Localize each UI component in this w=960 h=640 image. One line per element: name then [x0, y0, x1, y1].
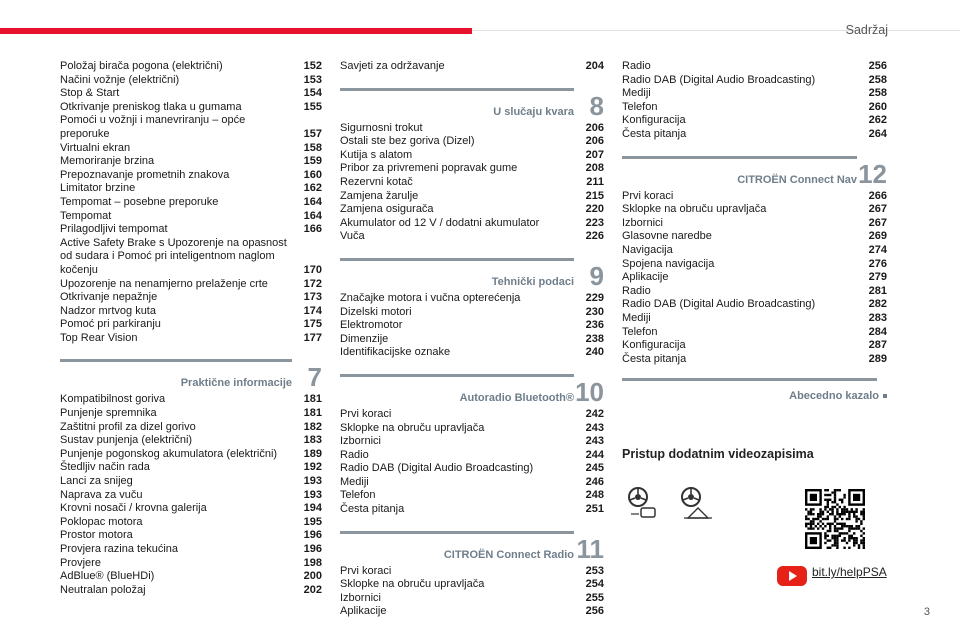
entry-title: Pribor za privremeni popravak gume [340, 162, 518, 175]
entries-list [340, 122, 604, 244]
toc-entry[interactable] [60, 543, 322, 557]
entry-title: Radio DAB (Digital Audio Broadcasting) [622, 298, 816, 311]
toc-entry[interactable] [60, 475, 322, 489]
toc-entry[interactable] [622, 353, 887, 367]
toc-entry[interactable] [60, 210, 322, 224]
entry-page: 162 [303, 182, 322, 195]
entries-list [340, 292, 604, 360]
toc-entry[interactable] [60, 87, 322, 101]
toc-entry[interactable] [622, 114, 887, 128]
entry-title: AdBlue® (BlueHDi) [60, 570, 155, 583]
entry-page: 274 [868, 243, 887, 256]
entry-title: Izbornici [340, 591, 381, 604]
square-bullet-icon [883, 394, 887, 398]
entry-title: Konfiguracija [622, 339, 686, 352]
toc-entry[interactable] [340, 408, 604, 422]
entry-title: Naprava za vuču [60, 488, 143, 501]
entry-title: Provjera razina tekućina [60, 543, 179, 555]
toc-entry[interactable] [60, 489, 322, 503]
entry-page: 159 [303, 155, 322, 168]
section-header-8 [340, 84, 604, 120]
toc-entry[interactable] [340, 176, 604, 190]
toc-entry[interactable] [340, 578, 604, 592]
entries-list [622, 60, 887, 142]
entry-title: Izbornici [622, 216, 663, 229]
entry-page: 182 [303, 420, 322, 433]
entry-page: 267 [868, 216, 887, 229]
section-title: Praktične informacije [180, 377, 292, 390]
toc-entry[interactable] [60, 237, 322, 278]
entry-title: Pomoći u vožnji i manevriranju – opće preporuke [60, 114, 246, 140]
entry-page: 172 [303, 277, 322, 290]
toc-entry[interactable] [60, 461, 322, 475]
section-number: 10 [575, 376, 604, 407]
entry-page: 196 [303, 529, 322, 542]
entry-title: Identifikacijske oznake [340, 346, 451, 359]
section-rule [340, 258, 574, 261]
entry-page: 244 [585, 448, 604, 461]
entry-title: Tempomat – posebne preporuke [60, 195, 219, 208]
toc-entry[interactable] [60, 584, 322, 598]
entry-page: 153 [303, 73, 322, 86]
toc-entry[interactable] [60, 155, 322, 169]
entries-list [60, 393, 322, 597]
toc-entry[interactable] [622, 60, 887, 74]
entry-page: 166 [303, 223, 322, 236]
steering-wheel-road-icon [680, 486, 714, 522]
toc-entry[interactable] [60, 557, 322, 571]
section-header-12 [622, 152, 887, 188]
section-number: 8 [589, 90, 604, 121]
entry-page: 206 [585, 121, 604, 134]
entry-page: 281 [868, 284, 887, 297]
qr-code-icon[interactable] [805, 489, 865, 549]
entry-title: Položaj birača pogona (električni) [60, 60, 223, 72]
entry-title: Aplikacije [340, 605, 387, 618]
section-title: CITROËN Connect Radio [443, 548, 574, 561]
page-title: Sadržaj [845, 23, 888, 37]
steering-wheel-phone-icon [627, 486, 659, 522]
header-accent-bar [0, 28, 472, 34]
entries-list [60, 60, 322, 345]
entry-page: 158 [303, 141, 322, 154]
entry-page: 236 [585, 319, 604, 332]
toc-entry[interactable] [622, 339, 887, 353]
entry-title: Radio [622, 60, 651, 72]
entry-title: Top Rear Vision [60, 331, 138, 344]
entry-title: Radio [340, 448, 369, 461]
entry-title: Ostali ste bez goriva (Dizel) [340, 135, 475, 148]
entry-page: 243 [585, 435, 604, 448]
entry-page: 157 [303, 127, 322, 140]
entry-title: Zamjena osigurača [340, 203, 434, 216]
entry-page: 245 [585, 462, 604, 475]
toc-entry[interactable] [340, 333, 604, 347]
toc-entry[interactable] [340, 292, 604, 306]
toc-column-3 [622, 60, 887, 418]
entry-page: 276 [868, 257, 887, 270]
entry-title: Sklopke na obruču upravljača [622, 203, 767, 216]
page-number: 3 [923, 606, 930, 618]
help-link[interactable]: bit.ly/helpPSA [812, 565, 887, 579]
entry-page: 253 [585, 564, 604, 577]
toc-entry[interactable] [60, 60, 322, 74]
entry-page: 183 [303, 434, 322, 447]
entry-page: 200 [303, 570, 322, 583]
entry-page: 242 [585, 407, 604, 420]
entry-title: Vuča [340, 230, 365, 243]
toc-entry[interactable] [622, 128, 887, 142]
entry-title: Zaštitni profil za dizel gorivo [60, 420, 196, 433]
entry-page: 198 [303, 556, 322, 569]
section-number: 9 [589, 260, 604, 291]
entry-page: 254 [585, 578, 604, 591]
entry-page: 260 [868, 100, 887, 113]
section-rule [622, 378, 877, 381]
entry-title: Stop & Start [60, 87, 120, 100]
toc-entry[interactable] [60, 516, 322, 530]
section-number: 12 [858, 158, 887, 189]
alphabetical-index-header[interactable] [622, 378, 887, 418]
entry-page: 243 [585, 421, 604, 434]
index-label: Abecedno kazalo [789, 390, 879, 403]
entry-page: 289 [868, 352, 887, 365]
section-header-9 [340, 254, 604, 290]
toc-column-1 [60, 60, 322, 597]
toc-entry[interactable] [60, 291, 322, 305]
entry-page: 251 [585, 503, 604, 516]
entry-title: Rezervni kotač [340, 175, 413, 188]
entry-page: 223 [585, 216, 604, 229]
entry-page: 193 [303, 488, 322, 501]
toc-entry[interactable] [60, 332, 322, 346]
entry-page: 154 [303, 87, 322, 100]
toc-entry[interactable] [60, 196, 322, 210]
entry-title: Radio DAB (Digital Audio Broadcasting) [340, 462, 534, 475]
entry-page: 267 [868, 203, 887, 216]
toc-entry[interactable] [622, 101, 887, 115]
toc-entry[interactable] [340, 605, 604, 619]
toc-entry[interactable] [622, 285, 887, 299]
entry-title: Virtualni ekran [60, 141, 131, 154]
section-rule [340, 531, 574, 534]
entry-page: 283 [868, 311, 887, 324]
toc-entry[interactable] [60, 305, 322, 319]
toc-entry[interactable] [60, 169, 322, 183]
toc-entry[interactable] [622, 326, 887, 340]
entry-title: Elektromotor [340, 319, 403, 332]
entries-list [340, 408, 604, 517]
toc-entry[interactable] [622, 203, 887, 217]
entry-page: 152 [303, 60, 322, 72]
toc-entry[interactable] [60, 182, 322, 196]
section-title: Autoradio Bluetooth® [459, 391, 574, 404]
toc-entry[interactable] [60, 529, 322, 543]
toc-entry[interactable] [60, 502, 322, 516]
entry-page: 240 [585, 346, 604, 359]
video-section-title: Pristup dodatnim videozapisima [622, 447, 814, 461]
entry-title: Dimenzije [340, 332, 389, 345]
entry-title: Tempomat [60, 209, 112, 222]
entry-title: Upozorenje na nenamjerno prelaženje crte [60, 277, 268, 290]
entry-title: Akumulator od 12 V / dodatni akumulator [340, 216, 540, 229]
toc-entry[interactable] [60, 74, 322, 88]
toc-entry[interactable] [60, 570, 322, 584]
entry-title: Navigacija [622, 243, 673, 256]
entry-page: 220 [585, 203, 604, 216]
entry-title: Kompatibilnost goriva [60, 393, 166, 406]
toc-entry[interactable] [60, 223, 322, 237]
entry-title: Štedljiv način rada [60, 461, 150, 474]
toc-entry[interactable] [340, 203, 604, 217]
entry-page: 202 [303, 583, 322, 596]
section-title: CITROËN Connect Nav [737, 173, 857, 186]
entry-title: Radio DAB (Digital Audio Broadcasting) [622, 73, 816, 86]
entry-title: Česta pitanja [622, 127, 687, 140]
toc-entry[interactable] [340, 462, 604, 476]
entry-page: 287 [868, 339, 887, 352]
section-header-10 [340, 370, 604, 406]
toc-entry[interactable] [622, 74, 887, 88]
entry-page: 226 [585, 230, 604, 243]
entry-page: 284 [868, 325, 887, 338]
toc-entry[interactable] [340, 162, 604, 176]
entry-page: 264 [868, 127, 887, 140]
toc-entry[interactable] [60, 448, 322, 462]
entry-title: Prvi koraci [340, 407, 392, 420]
youtube-icon[interactable] [777, 566, 807, 586]
entry-title: Punjenje spremnika [60, 407, 157, 420]
section-rule [622, 156, 857, 159]
entry-page: 256 [585, 605, 604, 618]
section-rule [340, 374, 574, 377]
entry-page: 170 [303, 263, 322, 276]
entry-title: Poklopac motora [60, 515, 143, 528]
entry-page: 230 [585, 305, 604, 318]
toc-entry[interactable] [622, 190, 887, 204]
entry-page: 189 [303, 447, 322, 460]
entry-page: 194 [303, 502, 322, 515]
entry-title: Mediji [622, 311, 651, 324]
toc-entry[interactable] [622, 271, 887, 285]
toc-entry[interactable] [340, 592, 604, 606]
entry-title: Prvi koraci [340, 564, 392, 577]
toc-entry[interactable] [60, 101, 322, 115]
entry-title: Savjeti za održavanje [340, 60, 445, 72]
entry-title: Mediji [622, 87, 651, 100]
toc-entry[interactable] [340, 135, 604, 149]
toc-entry[interactable] [60, 407, 322, 421]
toc-entry[interactable] [340, 449, 604, 463]
entry-page: 206 [585, 135, 604, 148]
entry-title: Otkrivanje nepažnje [60, 291, 158, 304]
entry-title: Provjere [60, 556, 101, 569]
toc-entry[interactable] [60, 434, 322, 448]
toc-entry[interactable] [340, 422, 604, 436]
entry-page: 208 [585, 162, 604, 175]
entry-title: Česta pitanja [622, 352, 687, 365]
entry-title: Pomoć pri parkiranju [60, 318, 161, 331]
entry-title: Krovni nosači / krovna galerija [60, 502, 207, 515]
toc-entry[interactable] [340, 149, 604, 163]
toc-entry[interactable] [622, 217, 887, 231]
toc-entry[interactable] [340, 306, 604, 320]
toc-entry[interactable] [622, 87, 887, 101]
entry-page: 269 [868, 230, 887, 243]
entry-title: Prvi koraci [622, 189, 674, 202]
toc-entry[interactable] [60, 114, 322, 141]
toc-entry[interactable] [60, 142, 322, 156]
entry-title: Sklopke na obruču upravljača [340, 421, 485, 434]
entry-page: 255 [585, 591, 604, 604]
entry-title: Punjenje pogonskog akumulatora (električni) [60, 447, 278, 460]
section-number: 7 [307, 362, 322, 393]
entry-page: 262 [868, 114, 887, 127]
toc-entry[interactable] [340, 122, 604, 136]
toc-entry[interactable] [60, 421, 322, 435]
entries-list [340, 60, 604, 74]
entry-page: 177 [303, 331, 322, 344]
entry-title: Lanci za snijeg [60, 475, 133, 488]
entry-page: 192 [303, 461, 322, 474]
entry-page: 164 [303, 195, 322, 208]
toc-entry[interactable] [340, 489, 604, 503]
entry-page: 246 [585, 475, 604, 488]
entry-page: 181 [303, 407, 322, 420]
toc-entry[interactable] [340, 476, 604, 490]
entry-title: Spojena navigacija [622, 257, 715, 270]
toc-entry[interactable] [340, 319, 604, 333]
toc-entry[interactable] [622, 230, 887, 244]
entry-title: Limitator brzine [60, 182, 136, 195]
entry-page: 173 [303, 291, 322, 304]
entries-list [340, 565, 604, 619]
entry-title: Prepoznavanje prometnih znakova [60, 168, 230, 181]
toc-entry[interactable] [340, 346, 604, 360]
entry-page: 248 [585, 489, 604, 502]
entry-title: Kutija s alatom [340, 148, 413, 161]
section-number: 11 [576, 533, 604, 564]
entry-title: Zamjena žarulje [340, 189, 419, 202]
toc-entry[interactable] [622, 312, 887, 326]
entry-page: 229 [585, 291, 604, 304]
section-rule [340, 88, 574, 91]
entry-title: Konfiguracija [622, 114, 686, 127]
entry-title: Prostor motora [60, 529, 133, 542]
section-header-11 [340, 527, 604, 563]
entry-page: 282 [868, 298, 887, 311]
toc-entry[interactable] [340, 217, 604, 231]
toc-entry[interactable] [60, 278, 322, 292]
entry-page: 258 [868, 73, 887, 86]
entry-title: Česta pitanja [340, 503, 405, 516]
entry-page: 196 [303, 543, 322, 555]
toc-entry[interactable] [340, 190, 604, 204]
entry-title: Mediji [340, 475, 369, 488]
toc-entry[interactable] [622, 244, 887, 258]
section-rule [60, 359, 292, 362]
entry-page: 256 [868, 60, 887, 72]
entry-title: Dizelski motori [340, 305, 412, 318]
entry-title: Prilagodljivi tempomat [60, 223, 168, 236]
toc-entry[interactable] [340, 435, 604, 449]
entry-title: Izbornici [340, 435, 381, 448]
entry-title: Nadzor mrtvog kuta [60, 304, 156, 317]
toc-entry[interactable] [60, 393, 322, 407]
section-title: U slučaju kvara [493, 105, 574, 118]
entry-page: 258 [868, 87, 887, 100]
entry-title: Memoriranje brzina [60, 155, 155, 168]
entry-title: Sustav punjenja (električni) [60, 434, 193, 447]
entry-page: 181 [303, 393, 322, 406]
toc-entry[interactable] [340, 60, 604, 74]
toc-entry[interactable] [60, 318, 322, 332]
toc-entry[interactable] [622, 258, 887, 272]
entry-page: 266 [868, 189, 887, 202]
toc-entry[interactable] [340, 565, 604, 579]
entry-page: 195 [303, 515, 322, 528]
entry-page: 279 [868, 271, 887, 284]
toc-entry[interactable] [622, 298, 887, 312]
toc-entry[interactable] [340, 230, 604, 244]
entry-title: Radio [622, 284, 651, 297]
alphabetical-index-link[interactable] [789, 390, 887, 402]
entry-title: Telefon [622, 325, 658, 338]
section-header-7 [60, 355, 322, 391]
entry-page: 160 [303, 168, 322, 181]
entry-title: Active Safety Brake s Upozorenje na opasnost od sudara i Pomoć pri inteligentnom naglom kočenju [60, 236, 287, 276]
entry-page: 238 [585, 332, 604, 345]
toc-column-2 [340, 60, 604, 619]
entry-title: Značajke motora i vučna opterećenja [340, 291, 521, 304]
entries-list [622, 190, 887, 367]
entry-title: Sigurnosni trokut [340, 121, 423, 134]
toc-entry[interactable] [340, 503, 604, 517]
entry-page: 164 [303, 209, 322, 222]
entry-page: 155 [303, 100, 322, 113]
entry-title: Telefon [340, 489, 376, 502]
entry-page: 207 [585, 148, 604, 161]
entry-page: 211 [586, 175, 604, 188]
entry-page: 215 [585, 189, 604, 202]
entry-title: Otkrivanje preniskog tlaka u gumama [60, 100, 242, 113]
entry-page: 174 [303, 304, 322, 317]
entry-page: 193 [303, 475, 322, 488]
entry-title: Glasovne naredbe [622, 230, 712, 243]
entry-title: Telefon [622, 100, 658, 113]
entry-title: Aplikacije [622, 271, 669, 284]
entry-title: Načini vožnje (električni) [60, 73, 180, 86]
entry-title: Sklopke na obruču upravljača [340, 578, 485, 591]
entry-page: 175 [303, 318, 322, 331]
entry-title: Neutralan položaj [60, 583, 146, 596]
entry-page: 204 [585, 60, 604, 72]
section-title: Tehnički podaci [491, 275, 574, 288]
